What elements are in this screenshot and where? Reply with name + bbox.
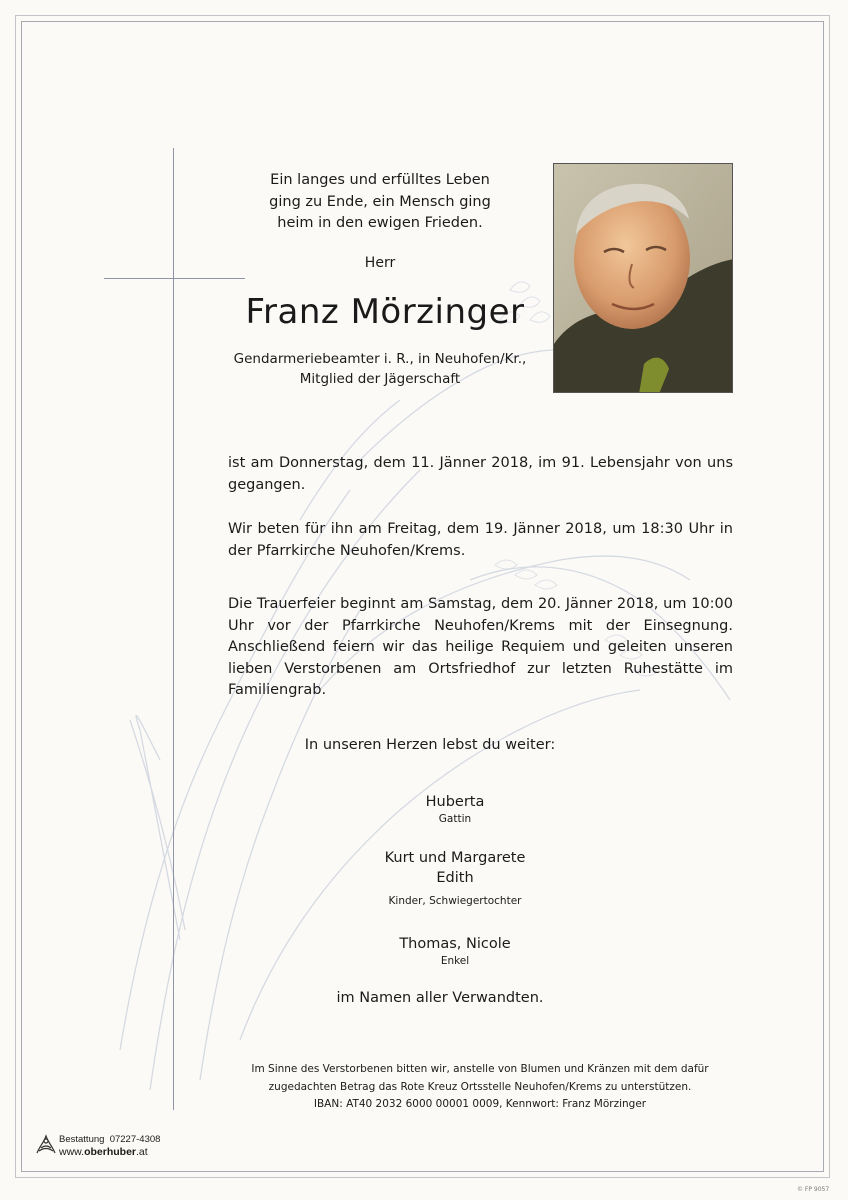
donation-note-line-1: Im Sinne des Verstorbenen bitten wir, anstelle von Blumen und Kränzen mit dem dafür (251, 1063, 709, 1075)
mourner-relation: Gattin (438, 813, 472, 825)
salutation: Herr (364, 255, 396, 271)
cross-horizontal-line (104, 278, 245, 279)
corner-code: © FP 9057 (797, 1186, 830, 1193)
mourner-relation: Kinder, Schwiegertochter (388, 895, 522, 907)
mourner-name: Huberta (425, 794, 485, 810)
mourner-name: Thomas, Nicole (399, 936, 511, 952)
mourner-name: Edith (436, 870, 474, 886)
prayer-paragraph: Wir beten für ihn am Freitag, dem 19. Jänner 2018, um 18:30 Uhr in der Pfarrkirche Neuhofen/Krems. (228, 521, 733, 559)
funeral-home-logo-icon (34, 1132, 58, 1156)
cross-vertical-line (173, 148, 174, 1110)
occupation-line-1: Gendarmeriebeamter i. R., in Neuhofen/Kr., (233, 351, 527, 367)
donation-note-line-2: zugedachten Betrag das Rote Kreuz Ortsstelle Neuhofen/Krems zu unterstützen. (268, 1080, 692, 1093)
mourner-group (330, 848, 580, 911)
url-suffix: .at (136, 1146, 148, 1158)
deceased-name: Franz Mörzinger (245, 292, 525, 332)
intro-line-1: Ein langes und erfülltes Leben (270, 172, 490, 188)
funeral-paragraph: Die Trauerfeier beginnt am Samstag, dem 20. Jänner 2018, um 10:00 Uhr vor der Pfarrkirche Neuhofen/Krems mit der Einsegnung. Anschließend feiern wir das heilige Requiem und geleiten unseren lieben Verstorbenen am Ortsfriedhof zur letzten Ruhestätte im Familiengrab. (228, 596, 733, 698)
intro-verse (230, 170, 530, 235)
mourner-name: Kurt und Margarete (384, 850, 526, 866)
funeral-home-phone: 07227-4308 (109, 1134, 161, 1145)
funeral-home-label: Bestattung (59, 1134, 105, 1145)
intro-line-3: heim in den ewigen Frieden. (277, 215, 483, 231)
donation-note (200, 1061, 760, 1114)
url-name: oberhuber (84, 1146, 137, 1158)
mourner-group (330, 936, 580, 967)
intro-line-2: ging zu Ende, ein Mensch ging (269, 193, 491, 210)
mourner-group (330, 794, 580, 825)
closing-line: im Namen aller Verwandten. (336, 990, 544, 1006)
funeral-home-info (59, 1134, 160, 1158)
donation-note-line-3: IBAN: AT40 2032 6000 00001 0009, Kennwort: Franz Mörzinger (313, 1098, 647, 1110)
url-prefix: www. (59, 1146, 85, 1158)
mourner-relation: Enkel (440, 955, 470, 967)
funeral-home-url[interactable] (59, 1146, 160, 1158)
death-notice-paragraph: ist am Donnerstag, dem 11. Jänner 2018, im 91. Lebensjahr von uns gegangen. (228, 455, 733, 493)
hearts-line: In unseren Herzen lebst du weiter: (304, 737, 556, 753)
occupation-line-2: Mitglied der Jägerschaft (299, 370, 461, 387)
portrait-photo (553, 163, 733, 393)
occupation (205, 350, 555, 389)
